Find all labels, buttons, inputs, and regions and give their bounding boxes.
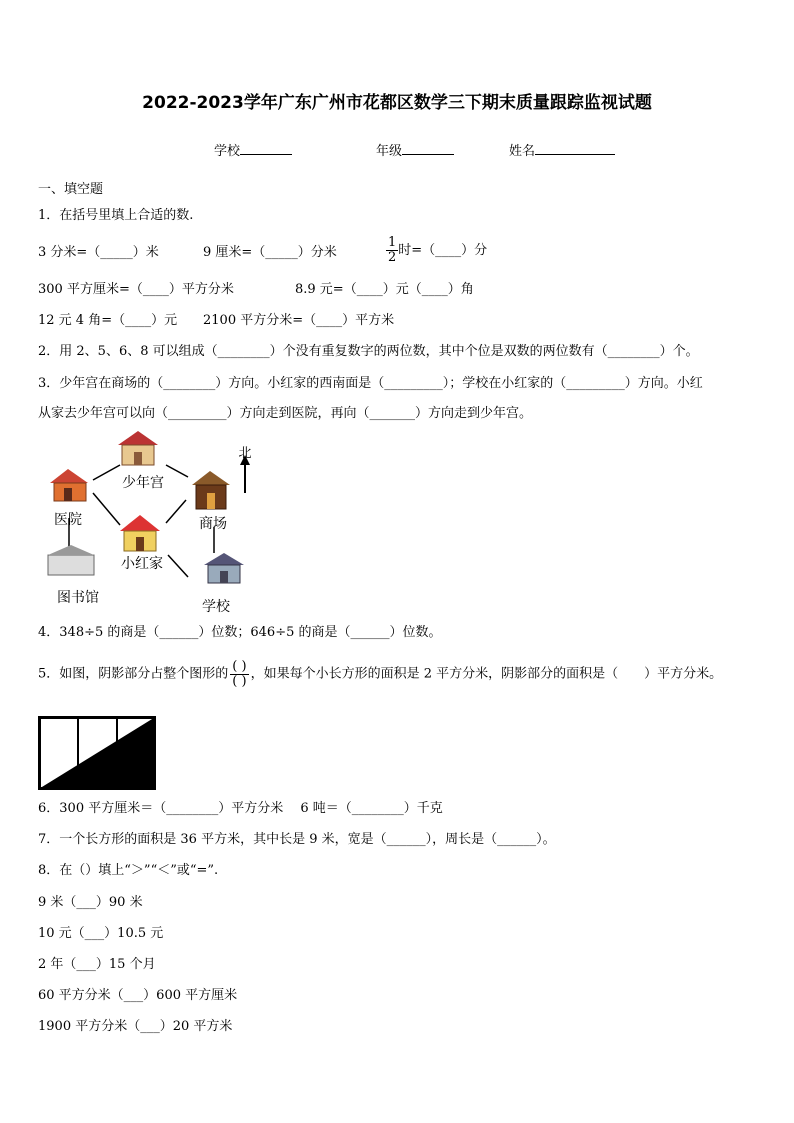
home-icon — [120, 515, 160, 551]
q3-text: 从家去少年宫可以向（_________）方向走到医院，再向（_______）方向走到少年宫。 — [38, 406, 533, 421]
q8-item: 60 平方分米（___）600 平方厘米 — [38, 988, 238, 1003]
fraction-numerator: ( ) — [232, 659, 247, 674]
youth-palace-icon — [118, 431, 158, 465]
grade-field — [376, 142, 454, 160]
q5-fraction — [230, 660, 248, 689]
school-icon — [204, 553, 244, 583]
q1-item: 9 厘米=（_____）分米 — [203, 245, 337, 260]
school-blank[interactable] — [240, 142, 292, 155]
school-label: 学校 — [214, 144, 241, 159]
q3-text: 3．少年宫在商场的（________）方向。小红家的西南面是（_________）；学校在小红家的（_________）方向。小红 — [38, 376, 703, 391]
q1-item: 8.9 元=（____）元（____）角 — [295, 282, 474, 297]
direction-map — [38, 425, 278, 620]
library-icon — [48, 545, 94, 575]
fraction-denominator: ( ) — [232, 674, 247, 689]
fraction — [386, 236, 398, 265]
hospital-icon — [50, 469, 88, 501]
q5-suffix: ，如果每个小长方形的面积是 2 平方分米，阴影部分的面积是（ ）平方分米。 — [250, 666, 723, 682]
q1-fraction-item — [386, 236, 487, 265]
grade-label: 年级 — [376, 144, 403, 159]
q5-text — [38, 660, 722, 689]
q1-item: 3 分米=（_____）米 — [38, 245, 159, 260]
q1-stem: 1．在括号里填上合适的数. — [38, 208, 194, 223]
name-field — [509, 142, 615, 160]
q4-text: 4．348÷5 的商是（______）位数；646÷5 的商是（______）位数。 — [38, 625, 442, 640]
home-label: 小红家 — [121, 556, 163, 572]
page-title: 2022-2023学年广东广州市花都区数学三下期末质量跟踪监视试题 — [142, 93, 652, 113]
path-line — [168, 555, 188, 577]
q7-text: 7．一个长方形的面积是 36 平方米，其中长是 9 米，宽是（______），周长是（______）。 — [38, 832, 556, 847]
q1-item: 时=（____）分 — [398, 243, 488, 258]
school-field — [214, 142, 292, 160]
q8-item: 1900 平方分米（___）20 平方米 — [38, 1019, 233, 1034]
q1-item: 300 平方厘米=（____）平方分米 — [38, 282, 234, 297]
youth-palace-label: 少年宫 — [122, 475, 164, 491]
q2-text: 2．用 2、5、6、8 可以组成（________）个没有重复数字的两位数，其中个位是双数的两位数有（________）个。 — [38, 344, 699, 359]
name-blank[interactable] — [535, 142, 615, 155]
school-label: 学校 — [202, 599, 230, 615]
mall-label: 商场 — [199, 516, 227, 532]
q1-item: 2100 平方分米=（____）平方米 — [203, 313, 395, 328]
q5-prefix: 5．如图，阴影部分占整个图形的 — [38, 666, 229, 682]
shaded-rectangle-figure — [38, 716, 158, 791]
q8-item: 2 年（___）15 个月 — [38, 957, 156, 972]
path-line — [93, 493, 120, 525]
q8-item: 10 元（___）10.5 元 — [38, 926, 164, 941]
name-label: 姓名 — [509, 144, 536, 159]
fraction-denominator: 2 — [388, 250, 397, 265]
path-line — [93, 465, 120, 480]
q8-item: 9 米（___）90 米 — [38, 895, 143, 910]
hospital-label: 医院 — [54, 512, 82, 528]
path-line — [166, 500, 186, 523]
mall-icon — [192, 471, 230, 509]
fraction-numerator: 1 — [388, 235, 397, 250]
north-label: 北 — [238, 446, 252, 461]
q8-stem: 8．在（）填上“＞”“＜”或“=”. — [38, 863, 219, 878]
q6-text: 6．300 平方厘米＝（________）平方分米 6 吨＝（________）千克 — [38, 801, 443, 816]
section-heading: 一、填空题 — [38, 182, 104, 197]
grade-blank[interactable] — [402, 142, 454, 155]
path-line — [166, 465, 188, 477]
library-label: 图书馆 — [57, 590, 99, 606]
q1-item: 12 元 4 角=（____）元 — [38, 313, 178, 328]
